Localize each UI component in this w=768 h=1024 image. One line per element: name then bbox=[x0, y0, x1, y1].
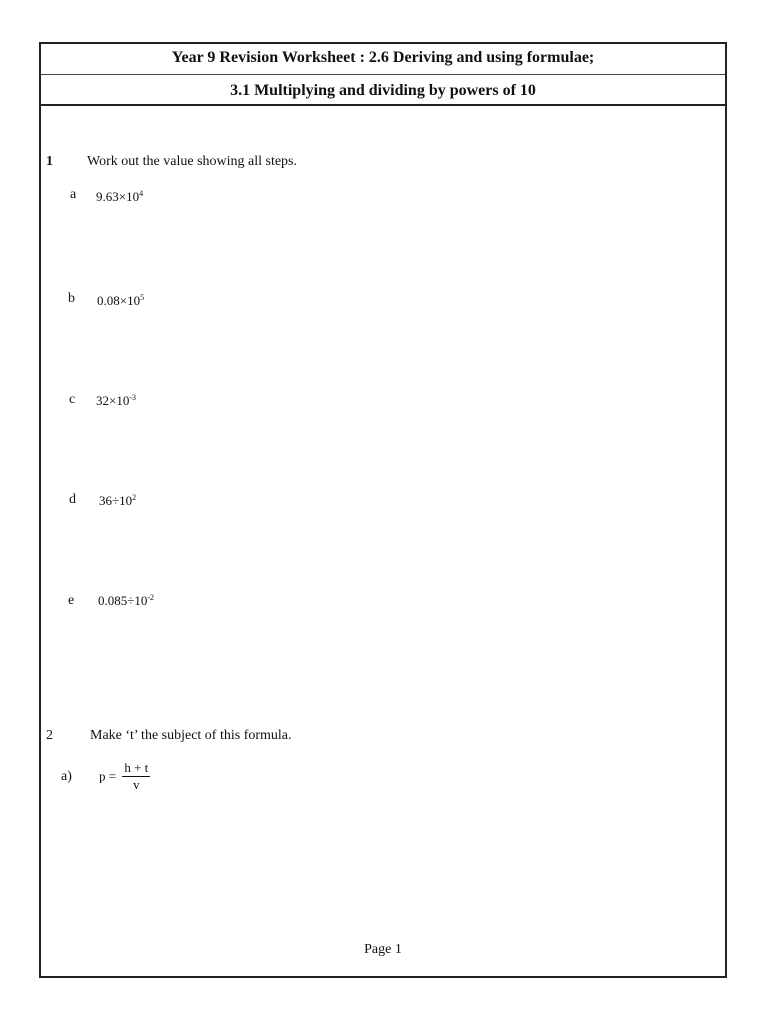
question-1a-label: a bbox=[70, 187, 77, 202]
expression-base: 0.08 bbox=[97, 293, 120, 308]
fraction-denominator: v bbox=[133, 777, 140, 792]
expression-base: 36 bbox=[99, 493, 112, 508]
expression-power-base: 10 bbox=[119, 493, 133, 508]
expression-base: 32 bbox=[96, 393, 109, 408]
question-1d-label: d bbox=[69, 492, 76, 507]
fraction-numerator: h + t bbox=[124, 760, 149, 775]
question-1-number: 1 bbox=[46, 154, 53, 169]
expression-exponent: 4 bbox=[139, 189, 144, 198]
expression-operator: ÷ bbox=[127, 593, 135, 608]
question-1e-label: e bbox=[68, 593, 75, 608]
expression-power-base: 10 bbox=[127, 293, 141, 308]
worksheet-page bbox=[39, 42, 727, 978]
expression-operator: ÷ bbox=[112, 493, 120, 508]
expression-exponent: -2 bbox=[147, 593, 155, 602]
expression-power-base: 10 bbox=[116, 393, 130, 408]
header-divider bbox=[41, 74, 725, 75]
question-1c-expression bbox=[96, 393, 136, 409]
question-1-instruction: Work out the value showing all steps. bbox=[87, 154, 298, 169]
expression-operator: × bbox=[118, 189, 127, 204]
question-2a-formula bbox=[99, 760, 150, 793]
expression-power-base: 10 bbox=[126, 189, 140, 204]
expression-exponent: 2 bbox=[132, 493, 137, 502]
question-1b-expression bbox=[97, 293, 144, 309]
expression-base: 0.085 bbox=[98, 593, 128, 608]
worksheet-header bbox=[41, 44, 725, 106]
formula-lhs: p bbox=[99, 768, 106, 784]
question-1b-label: b bbox=[68, 291, 75, 306]
worksheet-title-line2: 3.1 Multiplying and dividing by powers of 10 bbox=[230, 82, 536, 99]
expression-base: 9.63 bbox=[96, 189, 119, 204]
question-2a-label: a) bbox=[61, 769, 72, 784]
question-1a-expression bbox=[96, 189, 143, 205]
worksheet-title-line1: Year 9 Revision Worksheet : 2.6 Deriving and using formulae; bbox=[171, 49, 595, 66]
question-2-number: 2 bbox=[46, 728, 53, 743]
expression-power-base: 10 bbox=[134, 593, 148, 608]
formula-fraction bbox=[122, 760, 150, 793]
expression-exponent: 5 bbox=[140, 293, 145, 302]
question-2-instruction: Make ‘t’ the subject of this formula. bbox=[90, 728, 292, 743]
expression-exponent: -3 bbox=[129, 393, 137, 402]
expression-operator: × bbox=[119, 293, 128, 308]
page-number: Page 1 bbox=[364, 942, 402, 957]
question-1c-label: c bbox=[69, 392, 76, 407]
question-1e-expression bbox=[98, 593, 154, 609]
question-1d-expression bbox=[99, 493, 136, 509]
expression-operator: × bbox=[109, 393, 117, 408]
formula-equals: = bbox=[108, 768, 117, 784]
